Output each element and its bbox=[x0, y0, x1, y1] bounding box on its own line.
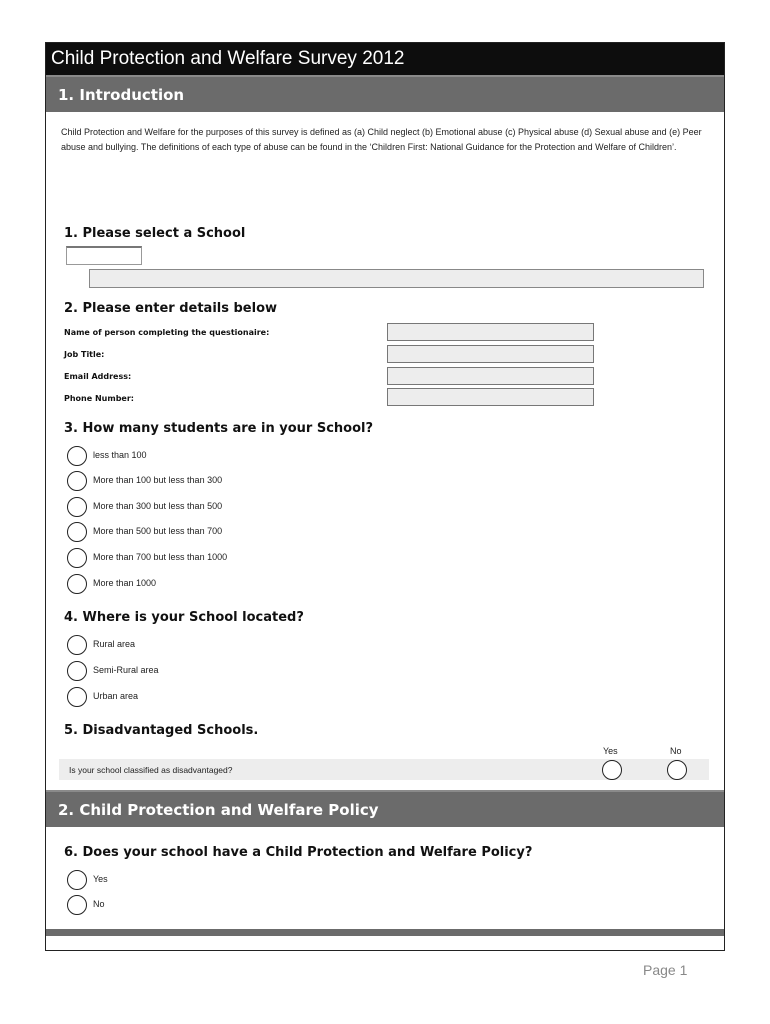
question-5-title: 5. Disadvantaged Schools. bbox=[64, 723, 259, 738]
radio-label: No bbox=[93, 899, 105, 909]
name-label: Name of person completing the questionaire: bbox=[64, 328, 270, 337]
radio-button[interactable] bbox=[67, 635, 87, 655]
radio-label: More than 500 but less than 700 bbox=[93, 526, 223, 536]
job-title-field[interactable] bbox=[387, 345, 594, 363]
phone-field[interactable] bbox=[387, 388, 594, 406]
survey-page bbox=[45, 42, 725, 951]
radio-button[interactable] bbox=[67, 471, 87, 491]
radio-button[interactable] bbox=[67, 687, 87, 707]
question-3-title: 3. How many students are in your School? bbox=[64, 421, 374, 436]
email-field[interactable] bbox=[387, 367, 594, 385]
yes-column-label: Yes bbox=[603, 746, 618, 756]
radio-button[interactable] bbox=[67, 446, 87, 466]
disadvantaged-yes-radio[interactable] bbox=[602, 760, 622, 780]
radio-button[interactable] bbox=[67, 870, 87, 890]
section-heading-introduction: 1. Introduction bbox=[46, 75, 724, 112]
radio-label: Yes bbox=[93, 874, 108, 884]
radio-button[interactable] bbox=[67, 895, 87, 915]
email-label: Email Address: bbox=[64, 372, 132, 381]
disadvantaged-question: Is your school classified as disadvantaged? bbox=[69, 765, 233, 775]
question-2-title: 2. Please enter details below bbox=[64, 301, 278, 316]
section-divider bbox=[46, 929, 724, 936]
radio-label: Semi-Rural area bbox=[93, 665, 159, 675]
radio-label: Rural area bbox=[93, 639, 136, 649]
radio-label: Urban area bbox=[93, 691, 139, 701]
school-select-small[interactable] bbox=[66, 246, 142, 265]
radio-button[interactable] bbox=[67, 574, 87, 594]
page-title: Child Protection and Welfare Survey 2012 bbox=[46, 43, 724, 75]
name-field[interactable] bbox=[387, 323, 594, 341]
school-select-field[interactable] bbox=[89, 269, 704, 288]
radio-button[interactable] bbox=[67, 522, 87, 542]
job-title-label: Job Title: bbox=[64, 350, 105, 359]
disadvantaged-no-radio[interactable] bbox=[667, 760, 687, 780]
question-4-title: 4. Where is your School located? bbox=[64, 610, 304, 625]
radio-label: More than 300 but less than 500 bbox=[93, 501, 223, 511]
radio-button[interactable] bbox=[67, 548, 87, 568]
section-heading-policy: 2. Child Protection and Welfare Policy bbox=[46, 790, 724, 827]
radio-label: More than 100 but less than 300 bbox=[93, 475, 223, 485]
intro-text: Child Protection and Welfare for the purposes of this survey is defined as (a) Child neglect (b) Emotional abuse (c) Physical abuse (d) Sexual abuse and (e) Peer abuse and bullying. The definitions of each type of abuse can be found in the ‘Children First: National Guidance for the Protection and Welfare of Children’. bbox=[61, 127, 702, 152]
radio-button[interactable] bbox=[67, 661, 87, 681]
question-1-title: 1. Please select a School bbox=[64, 226, 246, 241]
radio-label: More than 700 but less than 1000 bbox=[93, 552, 228, 562]
radio-label: less than 100 bbox=[93, 450, 147, 460]
page-number: Page 1 bbox=[643, 962, 688, 978]
question-6-title: 6. Does your school have a Child Protection and Welfare Policy? bbox=[64, 845, 533, 860]
phone-label: Phone Number: bbox=[64, 394, 134, 403]
radio-button[interactable] bbox=[67, 497, 87, 517]
radio-label: More than 1000 bbox=[93, 578, 157, 588]
no-column-label: No bbox=[670, 746, 682, 756]
